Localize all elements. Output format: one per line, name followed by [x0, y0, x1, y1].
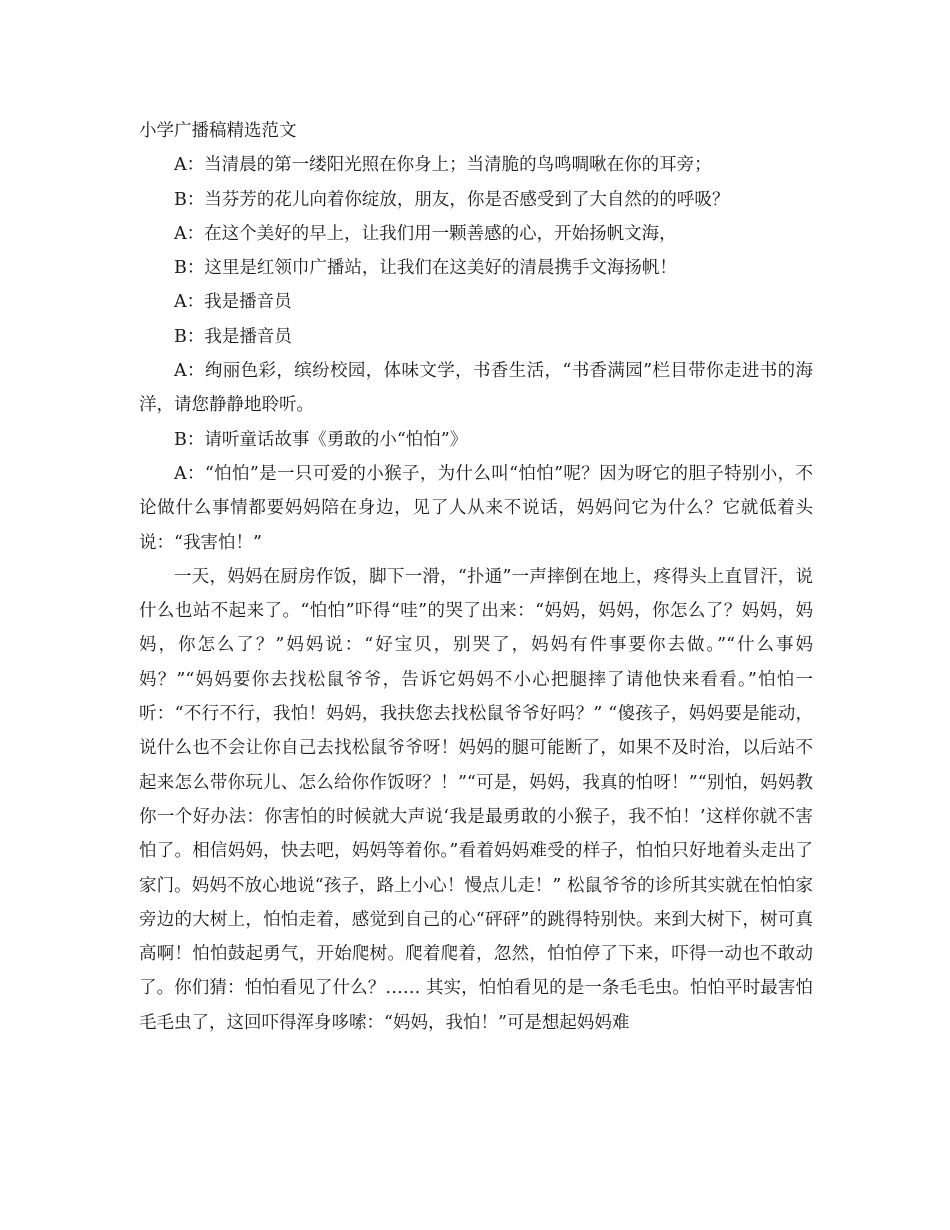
paragraph-1: A：当清晨的第一缕阳光照在你身上；当清脆的鸟鸣啁啾在你的耳旁； [174, 155, 712, 176]
paragraph-5: A：我是播音员 [174, 292, 292, 313]
paragraph-4: B：这里是红领巾广播站，让我们在这美好的清晨携手文海扬帆！ [174, 258, 677, 279]
paragraph-2: B：当芬芳的花儿向着你绽放，朋友，你是否感受到了大自然的的呼吸？ [174, 189, 730, 210]
paragraph-6: B：我是播音员 [174, 326, 292, 347]
paragraph-7: A：绚丽色彩，缤纷校园，体味文学，书香生活，“书香满园”栏目带你走进书的海洋，请您静静地聆听。 [139, 361, 813, 416]
paragraph-9: A：“怕怕”是一只可爱的小猴子，为什么叫“怕怕”呢？因为呀它的胆子特别小，不论做什么事情都要妈妈陪在身边，见了人从来不说话，妈妈问它为什么？它就低着头说：“我害怕！” [139, 463, 813, 553]
paragraph-10: 一天，妈妈在厨房作饭，脚下一滑，“扑通”一声摔倒在地上，疼得头上直冒汗，说什么也站不起来了。“怕怕”吓得“哇”的哭了出来：“妈妈，妈妈，你怎么了？妈妈，妈妈，你怎么了？”妈妈说：“好宝贝，别哭了，妈妈有件事要你去做。”“什么事妈妈？”“妈妈要你去找松鼠爷爷，告诉它妈妈不小心把腿摔了请他快来看看。”怕怕一听：“不行不行，我怕！妈妈，我扶您去找松鼠爷爷好吗？” “傻孩子，妈妈要是能动，说什么也不会让你自己去找松鼠爷爷呀！妈妈的腿可能断了，如果不及时治，以后站不起来怎么带你玩儿、怎么给你作饭呀？！”“可是，妈妈，我真的怕呀！”“别怕，妈妈教你一个好办法：你害怕的时候就大声说‘我是最勇敢的小猴子，我不怕！’这样你就不害怕了。相信妈妈，快去吧，妈妈等着你。”看着妈妈难受的样子，怕怕只好地着头走出了家门。妈妈不放心地说“孩子，路上小心！慢点儿走！” 松鼠爷爷的诊所其实就在怕怕家旁边的大树上，怕怕走着，感觉到自己的心“砰砰”的跳得特别快。来到大树下，树可真高啊！怕怕鼓起勇气，开始爬树。爬着爬着，忽然，怕怕停了下来，吓得一动也不敢动了。你们猜：怕怕看见了什么？…… 其实，怕怕看见的是一条毛毛虫。怕怕平时最害怕毛毛虫了，这回吓得浑身哆嗦：“妈妈，我怕！”可是想起妈妈难 [139, 566, 813, 1033]
document-title: 小学广播稿精选范文 [139, 121, 297, 141]
paragraph-3: A：在这个美好的早上，让我们用一颗善感的心，开始扬帆文海， [174, 223, 677, 244]
document-body [139, 114, 813, 1040]
paragraph-8: B：请听童话故事《勇敢的小“怕怕”》 [174, 429, 468, 450]
